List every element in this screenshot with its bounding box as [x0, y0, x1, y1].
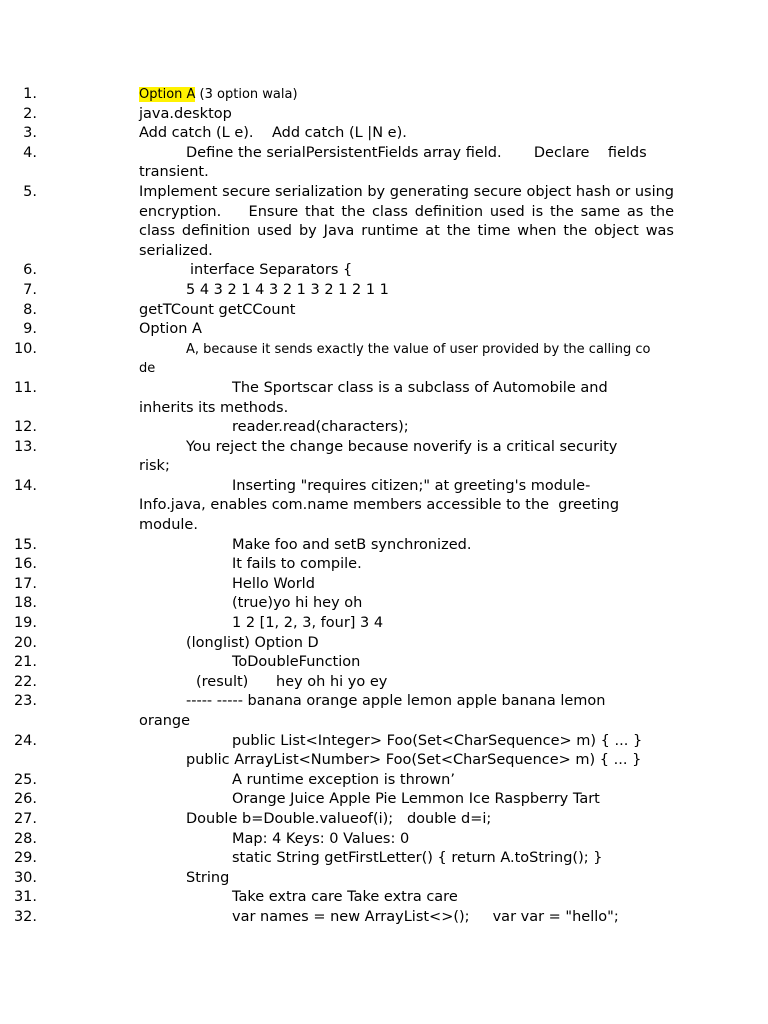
item-text: Define the serialPersistentFields array field. Declare fields: [186, 144, 647, 161]
item-text: The Sportscar class is a subclass of Automobile and: [232, 379, 608, 396]
list-item-22: [0, 673, 674, 693]
item-text: Option A (3 option wala): [139, 87, 298, 102]
list-item-7: [0, 281, 674, 301]
item-text: Option A: [139, 321, 202, 338]
item-text: ----- ----- banana orange apple lemon apple banana lemon: [186, 693, 606, 710]
item-text: You reject the change because noverify is a critical security: [186, 438, 618, 455]
item-text: It fails to compile.: [232, 556, 362, 573]
item-text: (result) hey oh hi yo ey: [196, 673, 388, 690]
item-number: 26.: [13, 791, 37, 808]
item-number: 12.: [13, 419, 37, 436]
item-text: Take extra care Take extra care: [232, 889, 458, 906]
item-text: Implement secure serialization by generating secure object hash or using encryption. Ensure that the class definition used is the same as the class definition used by Java runtime at the time when the object was serialized.: [139, 183, 679, 259]
list-item-21: [0, 653, 674, 673]
item-text-cont: Info.java, enables com.name members accessible to the greeting module.: [139, 497, 624, 534]
list-item-16: [0, 555, 674, 575]
item-text: 1 2 [1, 2, 3, four] 3 4: [232, 615, 384, 632]
item-text: A, because it sends exactly the value of user provided by the calling co: [186, 341, 651, 357]
item-number: 5.: [23, 183, 37, 200]
item-text-cont: risk;: [139, 458, 170, 475]
list-item-25: [0, 771, 674, 791]
list-item-10: [0, 340, 674, 379]
item-text: Add catch (L e). Add catch (L |N e).: [139, 125, 407, 142]
list-item-2: [0, 105, 674, 125]
item-number: 32.: [13, 908, 37, 925]
item-text: 5 4 3 2 1 4 3 2 1 3 2 1 2 1 1: [186, 281, 389, 298]
item-number: 8.: [23, 301, 37, 318]
item-text: Hello World: [232, 575, 315, 592]
item-text: interface Separators {: [190, 262, 353, 279]
item-number: 13.: [13, 438, 37, 455]
item-number: 1.: [23, 86, 37, 102]
item-number: 11.: [13, 379, 37, 396]
item-number: 24.: [13, 732, 37, 749]
highlighted-text: Option A: [139, 87, 196, 102]
item-number: 21.: [13, 654, 37, 671]
item-number: 23.: [13, 693, 37, 710]
item-text: public List<Integer> Foo(Set<CharSequence> m) { ... }: [232, 732, 643, 749]
list-item-20: [0, 634, 674, 654]
item-number: 20.: [13, 634, 37, 651]
list-item-24: [0, 732, 674, 771]
list-item-17: [0, 575, 674, 595]
item-text: (true)yo hi hey oh: [232, 595, 363, 612]
list-item-31: [0, 888, 674, 908]
list-item-30: [0, 869, 674, 889]
item-number: 10.: [13, 340, 37, 357]
item-number: 6.: [23, 262, 37, 279]
item-text-cont: transient.: [139, 164, 209, 181]
list-item-26: [0, 790, 674, 810]
list-item-12: [0, 418, 674, 438]
item-text-cont: de: [139, 361, 156, 377]
item-text: ToDoubleFunction: [232, 654, 361, 671]
list-item-13: [0, 438, 674, 477]
item-number: 19.: [13, 615, 37, 632]
item-text: A runtime exception is thrown’: [232, 771, 455, 788]
item-text: Double b=Double.valueof(i); double d=i;: [186, 810, 492, 827]
list-item-15: [0, 536, 674, 556]
item-text: (longlist) Option D: [186, 634, 319, 651]
item-number: 30.: [13, 869, 37, 886]
item-number: 15.: [13, 536, 37, 553]
item-text: var names = new ArrayList<>(); var var = "hello";: [232, 908, 619, 925]
list-item-19: [0, 614, 674, 634]
item-text: getTCount getCCount: [139, 301, 296, 318]
list-item-5: [0, 183, 679, 261]
item-text: Make foo and setB synchronized.: [232, 536, 472, 553]
list-item-32: [0, 908, 674, 928]
list-item-18: [0, 594, 674, 614]
list-item-14: [0, 477, 674, 536]
item-number: 28.: [13, 830, 37, 847]
item-number: 17.: [13, 575, 37, 592]
item-number: 14.: [13, 477, 37, 494]
list-item-6: [0, 261, 674, 281]
item-text: Map: 4 Keys: 0 Values: 0: [232, 830, 410, 847]
item-text-cont: orange: [139, 713, 191, 729]
item-text: static String getFirstLetter() { return A.toString(); }: [232, 850, 603, 867]
answer-list: [0, 85, 768, 928]
item-number: 3.: [23, 125, 37, 142]
item-text: Orange Juice Apple Pie Lemmon Ice Raspberry Tart: [232, 791, 600, 808]
item-number: 31.: [13, 889, 37, 906]
item-number: 18.: [13, 595, 37, 612]
list-item-23: [0, 692, 674, 731]
list-item-11: [0, 379, 674, 418]
item-number: 4.: [23, 144, 37, 161]
item-number: 25.: [13, 771, 37, 788]
list-item-28: [0, 830, 674, 850]
item-number: 9.: [23, 321, 37, 338]
list-item-8: [0, 301, 674, 321]
item-text: reader.read(characters);: [232, 419, 409, 436]
list-item-4: [0, 144, 674, 183]
item-number: 29.: [13, 850, 37, 867]
item-text: Inserting "requires citizen;" at greeting's module-: [232, 477, 591, 494]
item-text-cont: public ArrayList<Number> Foo(Set<CharSequence> m) { ... }: [186, 752, 642, 769]
list-item-29: [0, 849, 674, 869]
list-item-1: [0, 85, 674, 105]
item-number: 27.: [13, 810, 37, 827]
list-item-27: [0, 810, 674, 830]
item-number: 7.: [23, 281, 37, 298]
list-item-9: [0, 320, 674, 340]
list-item-3: [0, 124, 674, 144]
item-number: 16.: [13, 556, 37, 573]
item-number: 22.: [13, 673, 37, 690]
item-text: java.desktop: [139, 105, 232, 122]
item-text-cont: inherits its methods.: [139, 399, 289, 416]
item-number: 2.: [23, 105, 37, 122]
item-text: String: [186, 869, 230, 886]
